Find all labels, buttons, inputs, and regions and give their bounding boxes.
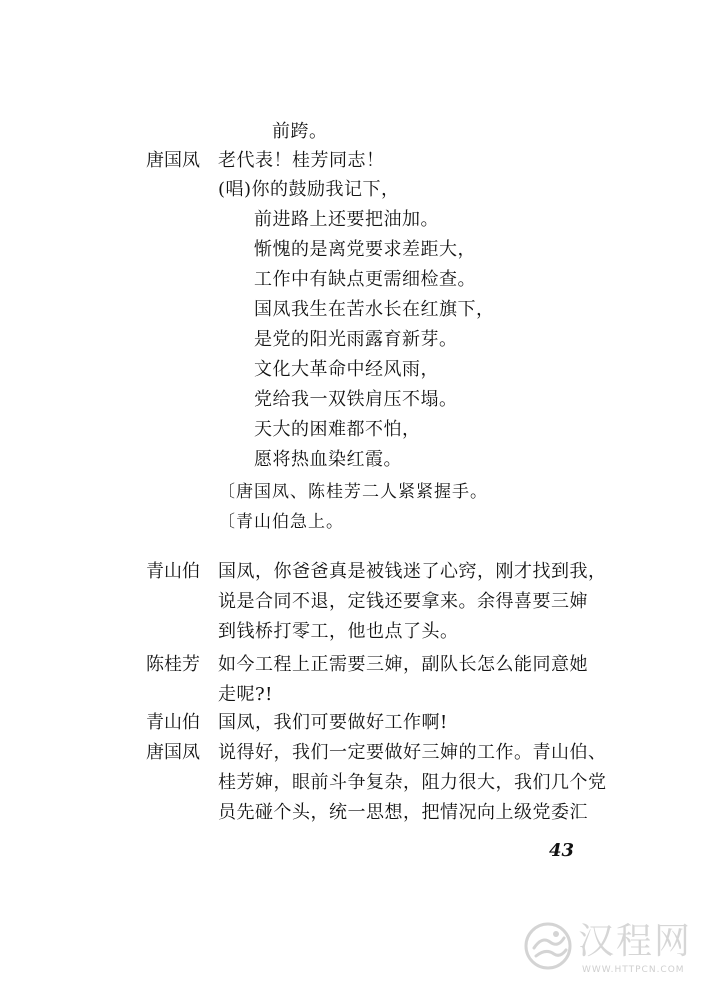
dialogue-line: 国凤，我们可要做好工作啊! — [218, 712, 448, 733]
song-line: (唱)你的鼓励我记下， — [218, 179, 400, 200]
watermark-logo-icon — [520, 918, 576, 974]
text-line: 前跨。 — [272, 121, 328, 142]
dialogue-line: 国凤，你爸爸真是被钱迷了心窍，刚才找到我， — [218, 561, 607, 582]
watermark-text: 汉程网 — [578, 921, 693, 962]
dialogue-line: 说是合同不退，定钱还要拿来。余得喜要三婶 — [218, 591, 588, 612]
song-line: 愿将热血染红霞。 — [254, 449, 402, 470]
dialogue-line: 老代表！桂芳同志！ — [218, 150, 385, 171]
dialogue-line: 到钱桥打零工，他也点了头。 — [218, 621, 459, 642]
dialogue-line: 说得好，我们一定要做好三婶的工作。青山伯、 — [218, 742, 607, 763]
song-line: 党给我一双铁肩压不塌。 — [254, 389, 458, 410]
speaker-name: 青山伯 — [146, 561, 200, 582]
speaker-name: 陈桂芳 — [146, 654, 200, 675]
song-line: 国凤我生在苦水长在红旗下， — [254, 299, 495, 320]
song-line: 惭愧的是离党要求差距大， — [254, 239, 476, 260]
stage-direction: 〔唐国凤、陈桂芳二人紧紧握手。 — [218, 482, 488, 502]
dialogue-line: 如今工程上正需要三婶，副队长怎么能同意她 — [218, 654, 588, 675]
song-line: 前进路上还要把油加。 — [254, 209, 439, 230]
watermark — [520, 912, 700, 982]
speaker-name: 唐国凤 — [146, 150, 200, 171]
speaker-name: 唐国凤 — [146, 742, 200, 763]
song-line: 天大的困难都不怕， — [254, 419, 421, 440]
watermark-url: WWW.HTTPCN.COM — [582, 965, 685, 975]
song-line: 工作中有缺点更需细检查。 — [254, 269, 476, 290]
page-number: 43 — [549, 840, 575, 861]
stage-direction: 〔青山伯急上。 — [218, 512, 344, 532]
song-line: 是党的阳光雨露育新芽。 — [254, 329, 458, 350]
dialogue-line: 走呢?! — [218, 684, 273, 705]
dialogue-line: 员先碰个头，统一思想，把情况向上级党委汇 — [218, 802, 588, 823]
speaker-name: 青山伯 — [146, 712, 200, 733]
song-line: 文化大革命中经风雨， — [254, 359, 439, 380]
dialogue-line: 桂芳婶，眼前斗争复杂，阻力很大，我们几个党 — [218, 772, 607, 793]
